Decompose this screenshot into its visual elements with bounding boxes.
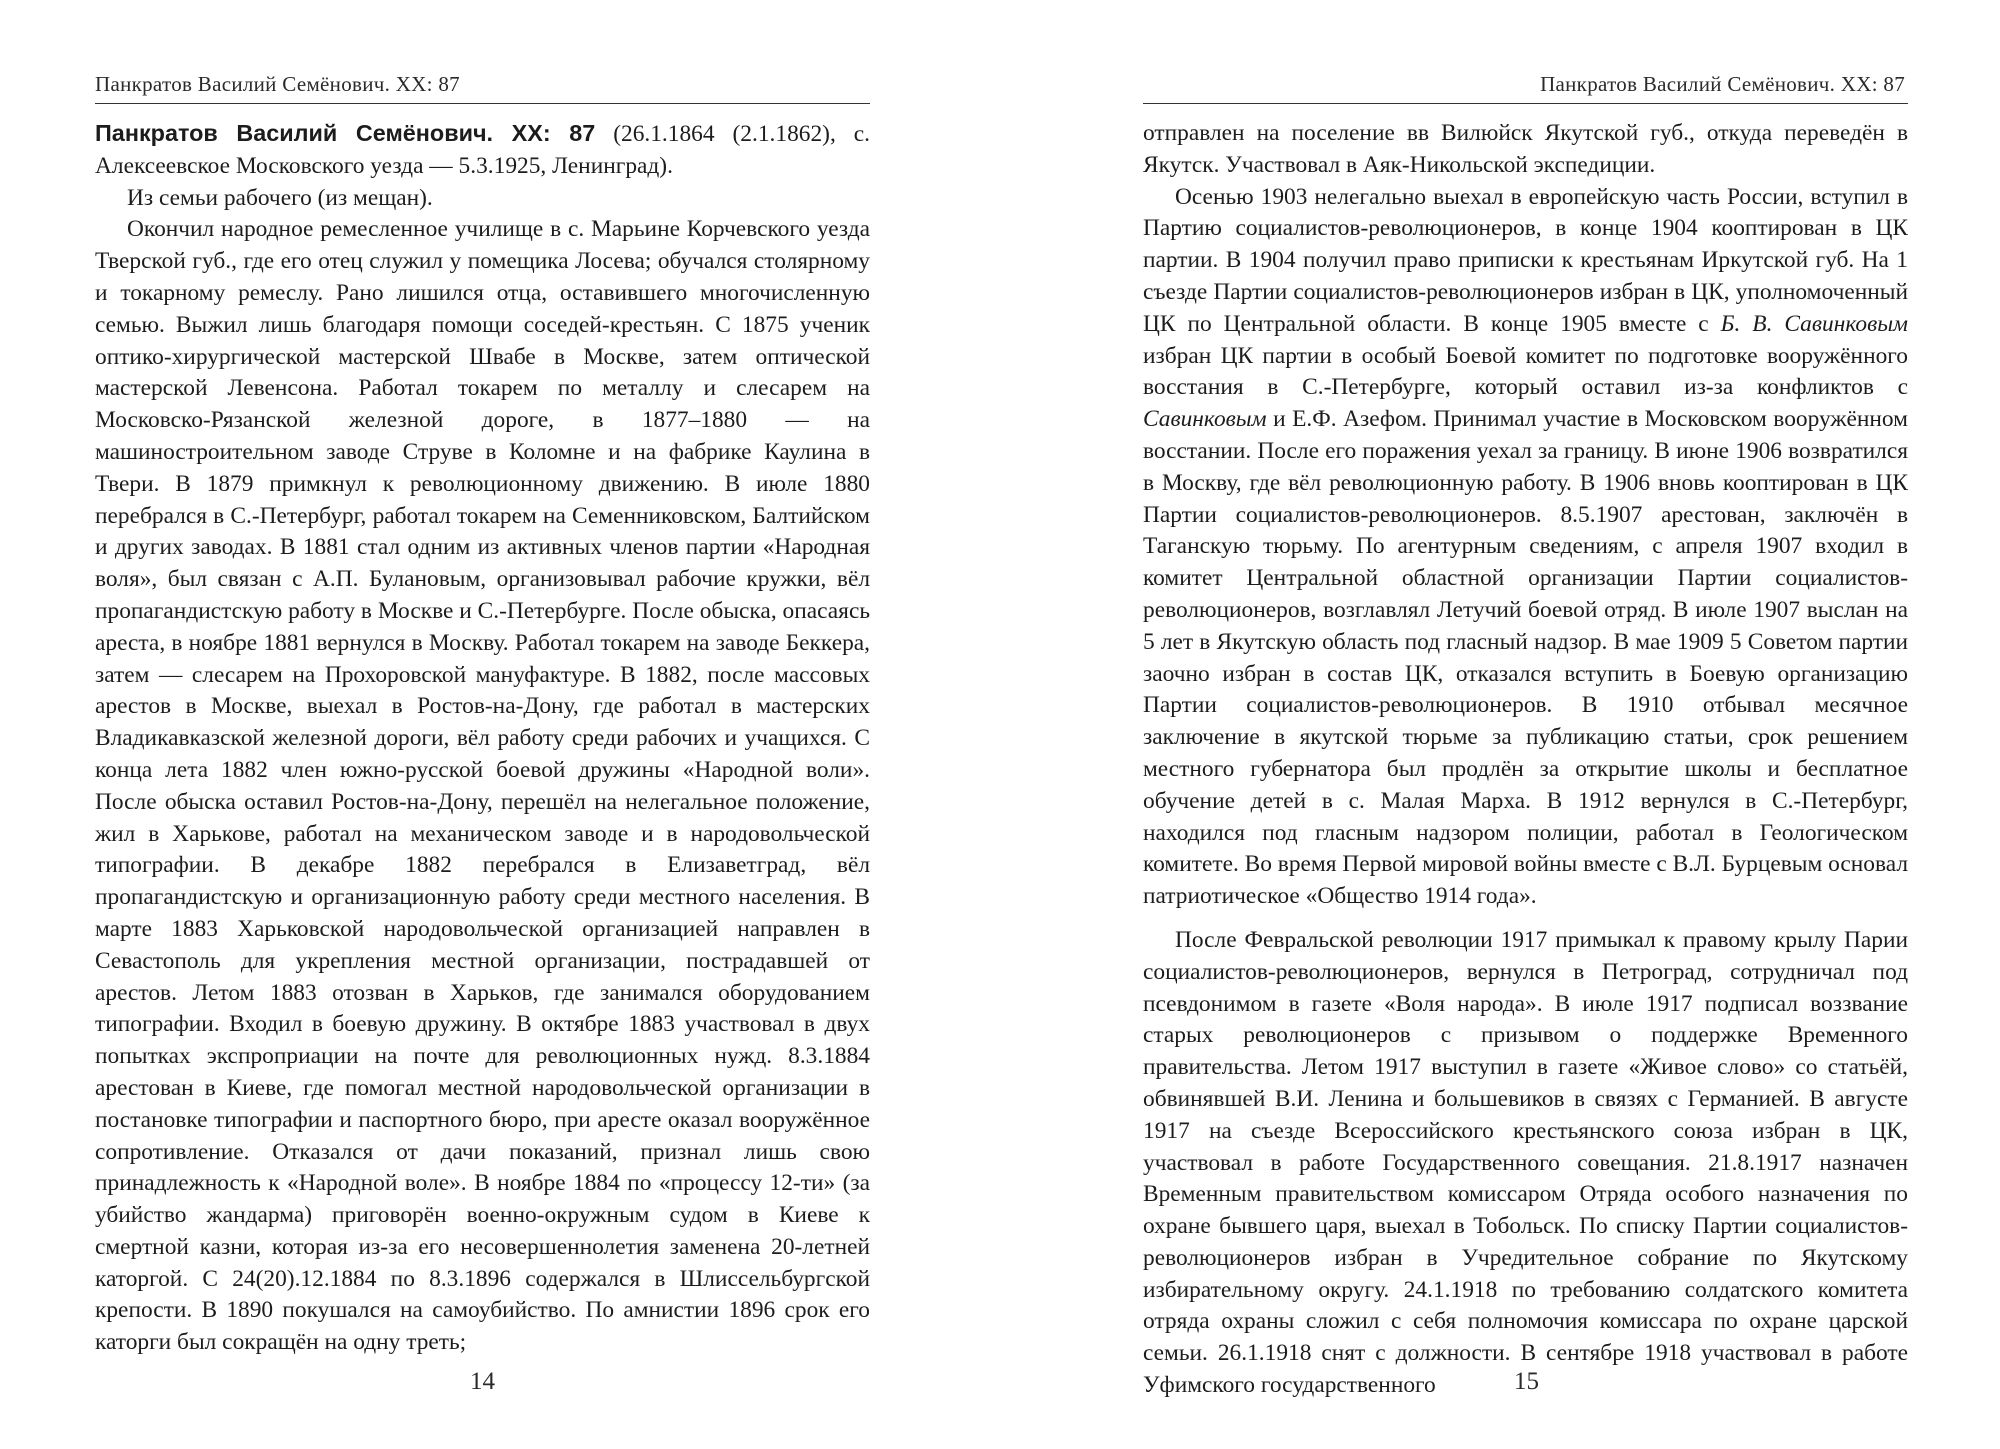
person-name: Савинковым xyxy=(1143,406,1267,433)
running-head: Панкратов Василий Семёнович. XX: 87 xyxy=(1540,72,1905,96)
paragraph-text: и Е.Ф. Азефом. Принимал участие в Московском вооружённом восстании. После его поражения уехал за границу. В июне 1906 возвратился в Москву, где вёл революционную работу. В 1906 вновь кооптирован в ЦК Партии социалистов-революционеров. 8.5.1907 арестован, заключён в Таганскую тюрьму. По агентурным сведениям, с апреля 1907 входил в комитет Центральной областной организации Партии социалистов-революционеров, возглавлял Летучий боевой отряд. В июле 1907 выслан на 5 лет в Якутскую область под гласный надзор. В мае 1909 5 Советом партии заочно избран в состав ЦК, отказался вступить в Боевую организацию Партии социалистов-революционеров. В 1910 отбывал месячное заключение в якутской тюрьме за публикацию статьи, срок решением местного губернатора был продлён за открытие школы и бесплатное обучение детей в с. Малая Марха. В 1912 вернулся в С.-Петербург, находился под гласным надзором полиции, работал в Геологическом комитете. Во время Первой мировой войны вместе с В.Л. Бурцевым основал патриотическое «Общество 1914 года». xyxy=(1143,406,1908,910)
page-number: 15 xyxy=(1514,1368,1539,1395)
entry-name: Панкратов Василий Семёнович. XX: 87 xyxy=(95,120,596,146)
person-name: Б. В. Савинковым xyxy=(1720,310,1908,337)
paragraph-text: избран ЦК партии в особый Боевой комитет по подготовке вооружённого восстания в С.-Петербурге, который оставил из-за конфликтов с xyxy=(1143,342,1908,401)
paragraph-text: Осенью 1903 нелегально выехал в европейскую часть России, вступил в Партию социалистов-революционеров, в конце 1904 кооптирован в ЦК партии. В 1904 получил право приписки к крестьянам Иркутской губ. На 1 съезде Партии социалистов-революционеров избран в ЦК, уполномоченный ЦК по Центральной области. В конце 1905 вместе с xyxy=(1143,183,1908,337)
paragraph-sr-party xyxy=(1143,182,1908,913)
entry-dates: (26.1.1864 (2.1.1862), с. Алексеевское Московского уезда — 5.3.1925, Ленинград). xyxy=(95,121,870,179)
paragraph-1917: После Февральской революции 1917 примыкал к правому крылу Парии социалистов-революционеров, вернулся в Петроград, сотрудничал под псевдонимом в газете «Воля народа». В июле 1917 подписал воззвание старых революционеров с призывом о поддержке Временного правительства. Летом 1917 выступил в газете «Живое слово» со статьёй, обвинявшей В.И. Ленина и большевиков в связях с Германией. В августе 1917 на съезде Всероссийского крестьянского союза избран в ЦК, участвовал в работе Государственного совещания. 21.8.1917 назначен Временным правительством комиссаром Отряда особого назначения по охране бывшего царя, выехал в Тобольск. По списку Партии социалистов-революционеров избран в Учредительное собрание по Якутскому избирательному округу. 24.1.1918 по требованию солдатского комитета отряда охраны сложил с себя полномочия комиссара по охране царской семьи. 26.1.1918 снят с должности. В сентябре 1918 участвовал в работе Уфимского государственного xyxy=(1143,926,1908,1399)
paragraph-biography: Окончил народное ремесленное училище в с. Марьине Корчевского уезда Тверской губ., где его отец служил у помещика Лосева; обучался столярному и токарному ремеслу. Рано лишился отца, оставившего многочисленную семью. Выжил лишь благодаря помощи соседей-крестьян. С 1875 ученик оптико-хирургической мастерской Швабе в Москве, затем оптической мастерской Левенсона. Работал токарем по металлу и слесарем на Московско-Рязанской железной дороге, в 1877–1880 — на машиностроительном заводе Струве в Коломне и на фабрике Каулина в Твери. В 1879 примкнул к революционному движению. В июле 1880 перебрался в С.-Петербург, работал токарем на Семенниковском, Балтийском и других заводах. В 1881 стал одним из активных членов партии «Народная воля», был связан с А.П. Булановым, организовывал рабочие кружки, вёл пропагандистскую работу в Москве и С.-Петербурге. После обыска, опасаясь ареста, в ноябре 1881 вернулся в Москву. Работал токарем на заводе Беккера, затем — слесарем на Прохоровской мануфактуре. В 1882, после массовых арестов в Москве, выехал в Ростов-на-Дону, где работал в мастерских Владикавказской железной дороги, вёл работу среди рабочих и учащихся. С конца лета 1882 член южно-русской боевой дружины «Народной воли». После обыска оставил Ростов-на-Дону, перешёл на нелегальное положение, жил в Харькове, работал на механическом заводе и в народовольческой типографии. В декабре 1882 перебрался в Елизаветград, вёл пропагандистскую и организационную работу среди местного населения. В марте 1883 Харьковской народовольческой организацией направлен в Севастополь для укрепления местной организации, пострадавшей от арестов. Летом 1883 отозван в Харьков, где занимался оборудованием типографии. Входил в боевую дружину. В октябре 1883 участвовал в двух попытках экспроприации на почте для революционных нужд. 8.3.1884 арестован в Киеве, где помогал местной народовольческой организации в постановке типографии и паспортного бюро, при аресте оказал вооружённое сопротивление. Отказался от дачи показаний, признал лишь свою принадлежность к «Народной воле». В ноябре 1884 по «процессу 12-ти» (за убийство жандарма) приговорён военно-окружным судом в Киеве к смертной казни, которая из-за его несовершеннолетия заменена 20-летней каторгой. С 24(20).12.1884 по 8.3.1896 содержался в Шлиссельбургской крепости. В 1890 покушался на самоубийство. По амнистии 1896 срок его каторги был сокращён на одну треть; xyxy=(95,216,870,1356)
paragraph-origin: Из семьи рабочего (из мещан). xyxy=(127,184,433,211)
paragraph-continuation: отправлен на поселение вв Вилюйск Якутской губ., откуда переведён в Якутск. Участвовал в Аяк-Никольской экспедиции. xyxy=(1143,120,1908,178)
body-text xyxy=(1143,118,1908,1402)
running-head: Панкратов Василий Семёнович. XX: 87 xyxy=(95,72,460,96)
header-rule xyxy=(95,103,870,104)
entry-heading xyxy=(95,118,870,183)
header-rule xyxy=(1143,103,1908,104)
right-page xyxy=(1000,0,2000,1449)
body-text xyxy=(95,118,870,1359)
page-number: 14 xyxy=(470,1368,495,1395)
